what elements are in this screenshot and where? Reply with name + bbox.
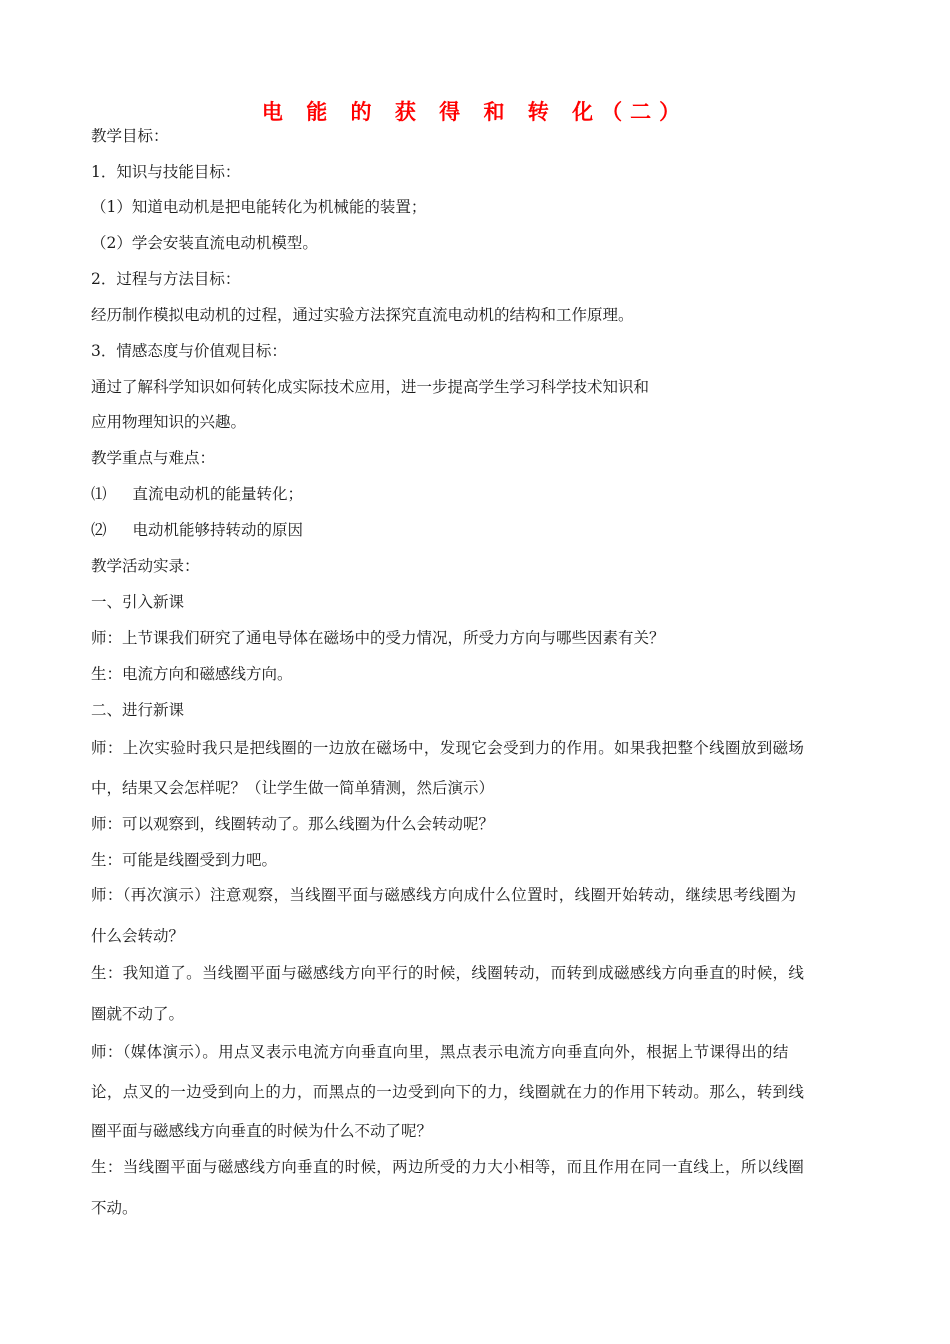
dialogue-line: 师：上节课我们研究了通电导体在磁场中的受力情况，所受力方向与哪些因素有关？	[91, 629, 665, 647]
dialogue-line: 生：电流方向和磁感线方向。	[91, 665, 293, 683]
subsection-heading-new-lesson: 二、进行新课	[91, 701, 185, 719]
goal-1-heading: 1．知识与技能目标：	[91, 163, 241, 181]
dialogue-line: 生：我知道了。当线圈平面与磁感线方向平行的时候，线圈转动，而转到成磁感线方向垂直的时候，线	[91, 964, 805, 982]
dialogue-line: 圈平面与磁感线方向垂直的时候为什么不动了呢？	[91, 1122, 433, 1140]
key-point-1-text: 直流电动机的能量转化；	[132, 485, 304, 503]
key-point-2	[91, 519, 861, 541]
dialogue-line: 生：当线圈平面与磁感线方向垂直的时候，两边所受的力大小相等，而且作用在同一直线上，所以线圈	[91, 1158, 805, 1176]
dialogue-line: 师：可以观察到，线圈转动了。那么线圈为什么会转动呢？	[91, 815, 495, 833]
dialogue-line: 师：（媒体演示）。用点叉表示电流方向垂直向里，黑点表示电流方向垂直向外，根据上节课得出的结	[91, 1043, 789, 1061]
dialogue-line: 圈就不动了。	[91, 1005, 185, 1023]
document-title: 电 能 的 获 得 和 转 化（二）	[261, 99, 689, 124]
goal-3-text-line-2: 应用物理知识的兴趣。	[91, 413, 247, 431]
goal-2-text: 经历制作模拟电动机的过程，通过实验方法探究直流电动机的结构和工作原理。	[91, 306, 634, 324]
dialogue-line: 中，结果又会怎样呢？（让学生做一简单猜测，然后演示）	[91, 779, 495, 797]
dialogue-line: 论，点叉的一边受到向上的力，而黑点的一边受到向下的力，线圈就在力的作用下转动。那么，转到线	[91, 1083, 805, 1101]
key-point-1-number: ⑴	[91, 485, 107, 503]
key-point-2-text: 电动机能够持转动的原因	[132, 521, 304, 539]
dialogue-line: 师：（再次演示）注意观察，当线圈平面与磁感线方向成什么位置时，线圈开始转动，继续思考线圈为	[91, 886, 797, 904]
subsection-heading-intro: 一、引入新课	[91, 593, 185, 611]
key-point-1	[91, 483, 861, 505]
section-heading-key-points: 教学重点与难点：	[91, 449, 216, 467]
goal-3-heading: 3．情感态度与价值观目标：	[91, 342, 287, 360]
section-heading-activity-record: 教学活动实录：	[91, 557, 200, 575]
dialogue-line: 什么会转动？	[91, 927, 185, 945]
goal-2-heading: 2．过程与方法目标：	[91, 270, 241, 288]
key-point-2-number: ⑵	[91, 521, 107, 539]
goal-3-text-line-1: 通过了解科学知识如何转化成实际技术应用，进一步提高学生学习科学技术知识和	[91, 378, 650, 396]
dialogue-line: 师：上次实验时我只是把线圈的一边放在磁场中，发现它会受到力的作用。如果我把整个线圈放到磁场	[91, 739, 805, 757]
goal-1-item-2: （2）学会安装直流电动机模型。	[91, 234, 318, 252]
section-heading-teaching-goals: 教学目标：	[91, 127, 169, 145]
dialogue-line: 生：可能是线圈受到力吧。	[91, 851, 278, 869]
dialogue-line: 不动。	[91, 1199, 138, 1217]
goal-1-item-1: （1）知道电动机是把电能转化为机械能的装置；	[91, 198, 427, 216]
